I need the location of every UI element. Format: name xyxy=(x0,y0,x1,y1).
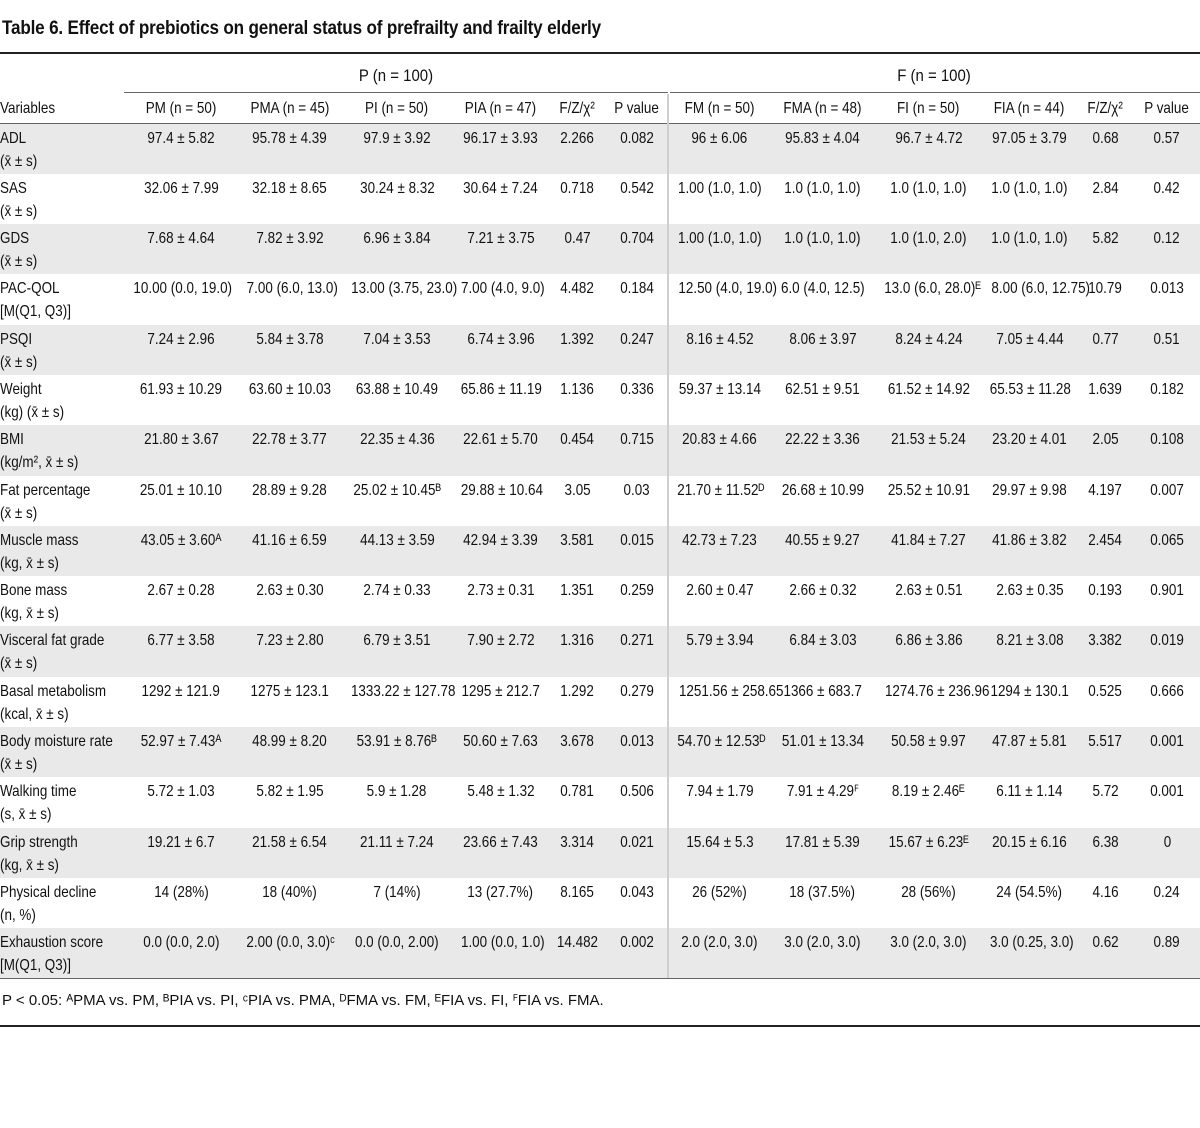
variable-name: Muscle mass xyxy=(0,531,79,549)
table-cell: 44.13 ± 3.59 xyxy=(341,526,453,576)
table-title: Table 6. Effect of prebiotics on general status of prefrailty and frailty elderly xyxy=(2,18,601,39)
variable-unit: (x̄ ± s) xyxy=(0,202,38,220)
table-cell: 65.86 ± 11.19 xyxy=(460,380,542,398)
table-cell: 0.001 xyxy=(1134,727,1200,777)
table-footnote: P < 0.05: ᴬPMA vs. PM, ᴮPIA vs. PI, ᶜPIA vs. PMA, ᴰFMA vs. FM, ᴱFIA vs. FI, ꟳFIA vs. FMA. xyxy=(2,992,604,1009)
table-cell: 7.21 ± 3.75 xyxy=(453,224,548,274)
table-cell: 2.67 ± 0.28 xyxy=(147,582,215,600)
group-underline-f xyxy=(670,92,1200,93)
table-cell: 41.86 ± 3.82 xyxy=(982,526,1077,576)
table-cell: 7.04 ± 3.53 xyxy=(341,325,453,375)
table-cell: 0.89 xyxy=(1134,928,1200,978)
table-cell: 25.01 ± 10.10 xyxy=(139,481,223,499)
table-cell: 62.51 ± 9.51 xyxy=(785,380,860,398)
table-cell: 1.392 xyxy=(548,325,607,375)
header-pm: PM (n = 50) xyxy=(124,94,238,124)
table-cell: 0.42 xyxy=(1153,179,1181,197)
table-cell: 50.58 ± 9.97 xyxy=(875,727,982,777)
variable-unit: (kg/m², x̄ ± s) xyxy=(0,454,79,472)
table-row xyxy=(0,727,1200,777)
table-cell: 1.136 xyxy=(560,380,595,398)
table-cell: 50.60 ± 7.63 xyxy=(453,727,548,777)
table-cell: 0.77 xyxy=(1077,325,1134,375)
table-cell: 53.91 ± 8.76ᴮ xyxy=(341,727,453,777)
header-fma: FMA (n = 48) xyxy=(770,94,875,124)
table-cell: 1.0 (1.0, 1.0) xyxy=(770,224,875,274)
table-cell: 1275 ± 123.1 xyxy=(250,682,329,700)
table-cell: 32.06 ± 7.99 xyxy=(143,179,219,197)
table-row xyxy=(0,476,1200,526)
variable-unit: [M(Q1, Q3)] xyxy=(0,957,71,975)
variable-name: BMI xyxy=(0,431,24,449)
table-cell: 61.93 ± 10.29 xyxy=(139,380,223,398)
table-cell: 2.454 xyxy=(1077,526,1134,576)
header-fia: FIA (n = 44) xyxy=(982,94,1077,124)
table-cell: 1295 ± 212.7 xyxy=(461,682,540,700)
table-cell: 1333.22 ± 127.78 xyxy=(350,682,456,700)
table-cell: 1.639 xyxy=(1088,380,1123,398)
table-cell: 0.718 xyxy=(560,179,595,197)
table-cell: 1251.56 ± 258.65 xyxy=(678,682,784,700)
table-cell: 1294 ± 130.1 xyxy=(990,682,1069,700)
table-cell: 0.0 (0.0, 2.0) xyxy=(124,928,238,978)
table-row xyxy=(0,274,1200,324)
table-row xyxy=(0,325,1200,375)
table-cell: 10.00 (0.0, 19.0) xyxy=(133,280,233,298)
row-variable xyxy=(0,677,124,727)
table-cell: 0.68 xyxy=(1077,124,1134,174)
table-cell: 0.62 xyxy=(1077,928,1134,978)
table-cell: 5.517 xyxy=(1077,727,1134,777)
table-cell: 96 ± 6.06 xyxy=(668,124,770,174)
variable-name: Exhaustion score xyxy=(0,934,104,952)
table-cell: 0.082 xyxy=(607,124,668,174)
variable-unit: (s, x̄ ± s) xyxy=(0,806,52,824)
variable-name: Weight xyxy=(0,380,42,398)
table-cell: 5.72 xyxy=(1092,783,1119,801)
table-cell: 22.78 ± 3.77 xyxy=(238,425,341,475)
table-cell: 25.02 ± 10.45ᴮ xyxy=(353,481,441,499)
results-table xyxy=(0,94,1200,979)
table-cell: 5.48 ± 1.32 xyxy=(466,783,535,801)
variable-unit: (x̄ ± s) xyxy=(0,253,38,271)
variable-name: Bone mass xyxy=(0,582,68,600)
table-cell: 1.0 (1.0, 1.0) xyxy=(890,179,967,197)
table-cell: 48.99 ± 8.20 xyxy=(238,727,341,777)
column-header-row xyxy=(0,94,1200,124)
table-cell: 0.013 xyxy=(1150,280,1184,298)
table-cell: 17.81 ± 5.39 xyxy=(770,828,875,878)
table-cell: 63.88 ± 10.49 xyxy=(355,380,439,398)
table-cell: 13 (27.7%) xyxy=(467,883,534,901)
variable-unit: [M(Q1, Q3)] xyxy=(0,303,71,321)
table-cell: 32.18 ± 8.65 xyxy=(252,179,327,197)
table-cell: 0.715 xyxy=(607,425,668,475)
table-cell: 8.21 ± 3.08 xyxy=(982,626,1077,676)
table-cell: 95.78 ± 4.39 xyxy=(238,124,341,174)
table-cell: 6.96 ± 3.84 xyxy=(341,224,453,274)
table-cell: 0.001 xyxy=(1150,783,1184,801)
table-row xyxy=(0,224,1200,274)
variable-unit: (x̄ ± s) xyxy=(0,153,38,170)
table-cell: 97.4 ± 5.82 xyxy=(124,124,238,174)
table-row xyxy=(0,626,1200,676)
table-cell: 0.182 xyxy=(1150,380,1184,398)
table-cell: 8.06 ± 3.97 xyxy=(770,325,875,375)
variable-unit: (x̄ ± s) xyxy=(0,756,38,774)
table-cell: 1.0 (1.0, 1.0) xyxy=(991,179,1068,197)
header-pi: PI (n = 50) xyxy=(341,94,453,124)
table-row xyxy=(0,677,1200,727)
table-cell: 96.17 ± 3.93 xyxy=(453,124,548,174)
table-row xyxy=(0,828,1200,878)
table-cell: 18 (40%) xyxy=(262,883,317,901)
table-cell: 7.94 ± 1.79 xyxy=(685,783,754,801)
table-cell: 25.52 ± 10.91 xyxy=(887,481,970,499)
table-cell: 63.60 ± 10.03 xyxy=(248,380,331,398)
table-cell: 29.97 ± 9.98 xyxy=(992,481,1067,499)
table-bottom-rule xyxy=(0,978,1200,979)
table-cell: 1.00 (1.0, 1.0) xyxy=(677,179,762,197)
table-cell: 21.70 ± 11.52ᴰ xyxy=(677,481,765,499)
table-cell: 2.66 ± 0.32 xyxy=(788,582,857,600)
table-cell: 7.91 ± 4.29ꟳ xyxy=(786,783,859,801)
header-p-pvalue: P value xyxy=(607,94,668,124)
table-cell: 20.83 ± 4.66 xyxy=(668,425,770,475)
table-cell: 2.73 ± 0.31 xyxy=(466,582,535,600)
table-cell: 7.82 ± 3.92 xyxy=(238,224,341,274)
table-cell: 3.678 xyxy=(548,727,607,777)
table-cell: 28.89 ± 9.28 xyxy=(252,481,327,499)
variable-unit: (kg) (x̄ ± s) xyxy=(0,403,65,421)
table-cell: 2.84 xyxy=(1092,179,1119,197)
table-cell: 7 (14%) xyxy=(373,883,421,901)
table-cell: 41.84 ± 7.27 xyxy=(875,526,982,576)
table-cell: 7.24 ± 2.96 xyxy=(124,325,238,375)
variable-name: Grip strength xyxy=(0,833,78,851)
group-header-p: P (n = 100) xyxy=(358,66,434,85)
table-cell: 0.454 xyxy=(548,425,607,475)
table-cell: 1.0 (1.0, 1.0) xyxy=(784,179,861,197)
table-cell: 42.94 ± 3.39 xyxy=(453,526,548,576)
table-cell: 0.704 xyxy=(607,224,668,274)
table-cell: 12.50 (4.0, 19.0) xyxy=(678,280,778,298)
table-cell: 10.79 xyxy=(1088,280,1123,298)
table-cell: 2.60 ± 0.47 xyxy=(685,582,754,600)
table-cell: 0.901 xyxy=(1150,582,1184,600)
table-cell: 15.67 ± 6.23ᴱ xyxy=(875,828,982,878)
table-row xyxy=(0,576,1200,626)
row-variable xyxy=(0,727,124,777)
table-cell: 0.002 xyxy=(607,928,668,978)
table-cell: 0.336 xyxy=(607,375,668,425)
table-cell: 22.22 ± 3.36 xyxy=(770,425,875,475)
variable-name: Basal metabolism xyxy=(0,682,107,700)
table-cell: 52.97 ± 7.43ᴬ xyxy=(124,727,238,777)
table-cell: 13.00 (3.75, 23.0) xyxy=(351,280,458,298)
table-cell: 65.53 ± 11.28 xyxy=(989,380,1071,398)
variable-name: Visceral fat grade xyxy=(0,632,105,650)
table-cell: 19.21 ± 6.7 xyxy=(124,828,238,878)
end-rule xyxy=(0,1025,1200,1027)
table-cell: 2.266 xyxy=(548,124,607,174)
table-cell: 7.68 ± 4.64 xyxy=(124,224,238,274)
table-cell: 5.72 ± 1.03 xyxy=(147,783,215,801)
table-cell: 21.53 ± 5.24 xyxy=(875,425,982,475)
table-cell: 0.259 xyxy=(607,576,668,626)
table-cell: 5.82 xyxy=(1077,224,1134,274)
variable-unit: (kg, x̄ ± s) xyxy=(0,554,59,572)
table-cell: 97.05 ± 3.79 xyxy=(982,124,1077,174)
top-rule xyxy=(0,52,1200,54)
row-variable xyxy=(0,174,124,224)
table-cell: 8.24 ± 4.24 xyxy=(875,325,982,375)
row-variable xyxy=(0,375,124,425)
table-cell: 4.482 xyxy=(560,280,595,298)
row-variable xyxy=(0,124,124,174)
table-cell: 3.382 xyxy=(1077,626,1134,676)
table-cell: 0.47 xyxy=(548,224,607,274)
table-cell: 24 (54.5%) xyxy=(996,883,1063,901)
table-cell: 1.351 xyxy=(560,582,595,600)
table-cell: 1292 ± 121.9 xyxy=(141,682,221,700)
table-cell: 0.525 xyxy=(1088,682,1123,700)
table-cell: 21.11 ± 7.24 xyxy=(341,828,453,878)
table-cell: 26.68 ± 10.99 xyxy=(781,481,864,499)
table-cell: 42.73 ± 7.23 xyxy=(668,526,770,576)
table-cell: 43.05 ± 3.60ᴬ xyxy=(124,526,238,576)
variable-name: PAC-QOL xyxy=(0,280,60,298)
row-variable xyxy=(0,878,124,928)
table-cell: 14 (28%) xyxy=(153,883,209,901)
table-cell: 5.82 ± 1.95 xyxy=(255,783,324,801)
variable-name: Body moisture rate xyxy=(0,733,113,751)
table-cell: 15.64 ± 5.3 xyxy=(668,828,770,878)
table-cell: 1.292 xyxy=(560,682,595,700)
table-cell: 30.24 ± 8.32 xyxy=(359,179,435,197)
table-cell: 0.015 xyxy=(607,526,668,576)
table-cell: 1.00 (1.0, 1.0) xyxy=(668,224,770,274)
table-cell: 0.51 xyxy=(1134,325,1200,375)
variable-name: SAS xyxy=(0,179,27,197)
table-cell: 3.05 xyxy=(564,481,591,499)
table-cell: 23.20 ± 4.01 xyxy=(982,425,1077,475)
row-variable xyxy=(0,576,124,626)
table-cell: 61.52 ± 14.92 xyxy=(887,380,970,398)
row-variable xyxy=(0,224,124,274)
table-cell: 0.013 xyxy=(607,727,668,777)
header-f-pvalue: P value xyxy=(1134,94,1200,124)
table-cell: 0.03 xyxy=(607,476,668,526)
variable-name: Physical decline xyxy=(0,883,97,901)
variable-name: Walking time xyxy=(0,783,77,801)
table-cell: 3.0 (2.0, 3.0) xyxy=(875,928,982,978)
row-variable xyxy=(0,476,124,526)
table-row xyxy=(0,425,1200,475)
table-cell: 8.165 xyxy=(560,883,595,901)
table-cell: 0.193 xyxy=(1088,582,1123,600)
table-cell: 21.80 ± 3.67 xyxy=(124,425,238,475)
table-cell: 6.84 ± 3.03 xyxy=(770,626,875,676)
table-cell: 7.90 ± 2.72 xyxy=(453,626,548,676)
table-cell: 0.043 xyxy=(607,878,668,928)
variable-unit: (kcal, x̄ ± s) xyxy=(0,705,69,723)
row-variable xyxy=(0,828,124,878)
header-pma: PMA (n = 45) xyxy=(238,94,341,124)
table-cell: 3.0 (0.25, 3.0) xyxy=(982,928,1077,978)
table-cell: 29.88 ± 10.64 xyxy=(460,481,543,499)
table-cell: 13.0 (6.0, 28.0)ᴱ xyxy=(884,280,981,298)
table-cell: 5.79 ± 3.94 xyxy=(668,626,770,676)
table-cell: 0.007 xyxy=(1150,481,1184,499)
table-cell: 3.581 xyxy=(548,526,607,576)
table-cell: 8.19 ± 2.46ᴱ xyxy=(892,783,965,801)
table-cell: 0.0 (0.0, 2.00) xyxy=(341,928,453,978)
table-cell: 14.482 xyxy=(548,928,607,978)
row-variable xyxy=(0,928,124,978)
table-cell: 59.37 ± 13.14 xyxy=(678,380,761,398)
table-cell: 47.87 ± 5.81 xyxy=(982,727,1077,777)
table-cell: 54.70 ± 12.53ᴰ xyxy=(668,727,770,777)
variable-unit: (kg, x̄ ± s) xyxy=(0,856,59,874)
table-cell: 51.01 ± 13.34 xyxy=(770,727,875,777)
table-cell: 6.11 ± 1.14 xyxy=(996,783,1063,801)
table-cell: 0.019 xyxy=(1134,626,1200,676)
table-cell: 23.66 ± 7.43 xyxy=(453,828,548,878)
header-variables: Variables xyxy=(0,94,124,124)
row-variable xyxy=(0,777,124,827)
table-cell: 18 (37.5%) xyxy=(789,883,856,901)
table-cell: 4.16 xyxy=(1092,883,1119,901)
table-cell: 97.9 ± 3.92 xyxy=(341,124,453,174)
table-row xyxy=(0,878,1200,928)
table-cell: 0.021 xyxy=(607,828,668,878)
table-cell: 0.57 xyxy=(1134,124,1200,174)
table-row xyxy=(0,928,1200,978)
table-cell: 22.61 ± 5.70 xyxy=(453,425,548,475)
table-cell: 26 (52%) xyxy=(692,883,747,901)
variable-name: PSQI xyxy=(0,330,33,348)
table-cell: 4.197 xyxy=(1088,481,1123,499)
table-cell: 0.184 xyxy=(607,274,668,324)
table-cell: 0.247 xyxy=(607,325,668,375)
table-cell: 20.15 ± 6.16 xyxy=(982,828,1077,878)
table-cell: 3.0 (2.0, 3.0) xyxy=(770,928,875,978)
row-variable xyxy=(0,325,124,375)
table-body xyxy=(0,124,1200,979)
table-cell: 8.00 (6.0, 12.75) xyxy=(991,280,1091,298)
table-cell: 0.108 xyxy=(1134,425,1200,475)
variable-unit: (n, %) xyxy=(0,906,36,924)
table-cell: 7.00 (6.0, 13.0) xyxy=(246,280,338,298)
table-cell: 6.74 ± 3.96 xyxy=(453,325,548,375)
table-cell: 5.84 ± 3.78 xyxy=(238,325,341,375)
header-p-stat: F/Z/χ² xyxy=(548,94,607,124)
header-pia: PIA (n = 47) xyxy=(453,94,548,124)
table-cell: 6.86 ± 3.86 xyxy=(875,626,982,676)
header-f-stat: F/Z/χ² xyxy=(1077,94,1134,124)
header-fm: FM (n = 50) xyxy=(668,94,770,124)
table-cell: 0.279 xyxy=(607,677,668,727)
table-cell: 0.781 xyxy=(560,783,595,801)
table-cell: 6.0 (4.0, 12.5) xyxy=(780,280,865,298)
table-row xyxy=(0,526,1200,576)
table-cell: 21.58 ± 6.54 xyxy=(238,828,341,878)
table-cell: 1.316 xyxy=(548,626,607,676)
table-cell: 2.0 (2.0, 3.0) xyxy=(668,928,770,978)
header-fi: FI (n = 50) xyxy=(875,94,982,124)
table-cell: 2.63 ± 0.30 xyxy=(255,582,324,600)
table-cell: 2.00 (0.0, 3.0)ᶜ xyxy=(238,928,341,978)
table-cell: 7.23 ± 2.80 xyxy=(238,626,341,676)
row-variable xyxy=(0,274,124,324)
variable-unit: (x̄ ± s) xyxy=(0,504,38,522)
table-row xyxy=(0,174,1200,224)
table-cell: 6.77 ± 3.58 xyxy=(124,626,238,676)
table-row xyxy=(0,375,1200,425)
table-cell: 1274.76 ± 236.96 xyxy=(884,682,990,700)
table-cell: 41.16 ± 6.59 xyxy=(238,526,341,576)
table-cell: 2.05 xyxy=(1077,425,1134,475)
table-cell: 2.63 ± 0.35 xyxy=(995,582,1064,600)
variable-unit: (x̄ ± s) xyxy=(0,655,38,673)
variable-unit: (x̄ ± s) xyxy=(0,353,38,371)
table-cell: 2.74 ± 0.33 xyxy=(363,582,431,600)
table-cell: 0.271 xyxy=(607,626,668,676)
table-cell: 40.55 ± 9.27 xyxy=(770,526,875,576)
table-cell: 1.0 (1.0, 2.0) xyxy=(875,224,982,274)
table-cell: 6.79 ± 3.51 xyxy=(341,626,453,676)
table-cell: 7.05 ± 4.44 xyxy=(982,325,1077,375)
table-cell: 6.38 xyxy=(1077,828,1134,878)
table-cell: 1.0 (1.0, 1.0) xyxy=(982,224,1077,274)
group-underline-p xyxy=(124,92,668,93)
group-header-f: F (n = 100) xyxy=(897,66,971,85)
table-cell: 95.83 ± 4.04 xyxy=(770,124,875,174)
table-cell: 96.7 ± 4.72 xyxy=(875,124,982,174)
table-cell: 30.64 ± 7.24 xyxy=(463,179,538,197)
table-cell: 0.065 xyxy=(1134,526,1200,576)
variable-unit: (kg, x̄ ± s) xyxy=(0,605,59,623)
table-cell: 5.9 ± 1.28 xyxy=(367,783,427,801)
row-variable xyxy=(0,526,124,576)
table-cell: 7.00 (4.0, 9.0) xyxy=(460,280,545,298)
variable-name: Fat percentage xyxy=(0,481,91,499)
table-cell: 22.35 ± 4.36 xyxy=(341,425,453,475)
variable-name: ADL xyxy=(0,130,27,147)
table-cell: 0.506 xyxy=(607,777,668,827)
table-row xyxy=(0,777,1200,827)
table-cell: 1.00 (0.0, 1.0) xyxy=(453,928,548,978)
variable-name: GDS xyxy=(0,230,30,248)
row-variable xyxy=(0,425,124,475)
table-cell: 0.666 xyxy=(1150,682,1184,700)
table-cell: 28 (56%) xyxy=(901,883,956,901)
table-cell: 2.63 ± 0.51 xyxy=(894,582,963,600)
table-cell: 3.314 xyxy=(548,828,607,878)
table-cell: 0.24 xyxy=(1153,883,1181,901)
table-cell: 0 xyxy=(1134,828,1200,878)
table-row xyxy=(0,124,1200,174)
table-cell: 8.16 ± 4.52 xyxy=(668,325,770,375)
table-cell: 1366 ± 683.7 xyxy=(783,682,862,700)
table-cell: 0.542 xyxy=(607,174,668,224)
row-variable xyxy=(0,626,124,676)
table-cell: 0.12 xyxy=(1134,224,1200,274)
